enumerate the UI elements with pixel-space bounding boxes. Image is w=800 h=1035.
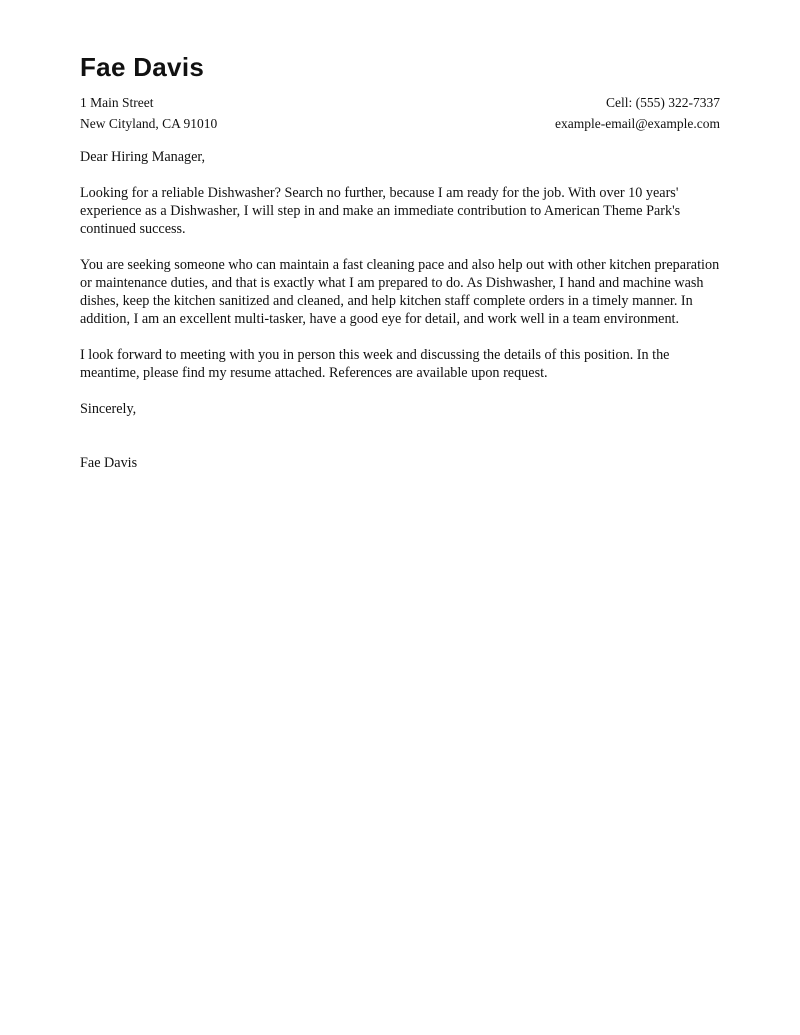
applicant-name: Fae Davis (80, 52, 205, 82)
letter-paragraph-1: Looking for a reliable Dishwasher? Search no further, because I am ready for the job. With over 10 years' experience as a Dishwasher, I will step in and make an immediate contribution to American Theme Park's continued success. (80, 185, 681, 237)
letter-paragraph-3: I look forward to meeting with you in person this week and discussing the details of this position. In the meantime, please find my resume attached. References are available upon request. (80, 347, 670, 381)
contact-row-1 (80, 92, 720, 113)
letter-paragraph-2: You are seeking someone who can maintain a fast cleaning pace and also help out with other kitchen preparation or maintenance duties, and that is exactly what I am prepared to do. As Dishwasher, I hand and machine wash dishes, keep the kitchen sanitized and cleaned, and help kitchen staff complete orders in a timely manner. In addition, I am an excellent multi-tasker, have a good eye for detail, and work well in a team environment. (80, 257, 720, 327)
letter-body (80, 148, 720, 472)
address-line-2: New Cityland, CA 91010 (80, 116, 218, 131)
letter-greeting: Dear Hiring Manager, (80, 149, 206, 165)
cover-letter-page (80, 50, 720, 490)
phone-number: Cell: (555) 322-7337 (606, 95, 720, 110)
contact-row-2 (80, 113, 720, 134)
letter-signature: Fae Davis (80, 455, 138, 471)
address-line-1: 1 Main Street (80, 95, 154, 110)
email-address: example-email@example.com (555, 116, 720, 131)
letter-closing: Sincerely, (80, 401, 137, 417)
contact-block (80, 92, 720, 134)
